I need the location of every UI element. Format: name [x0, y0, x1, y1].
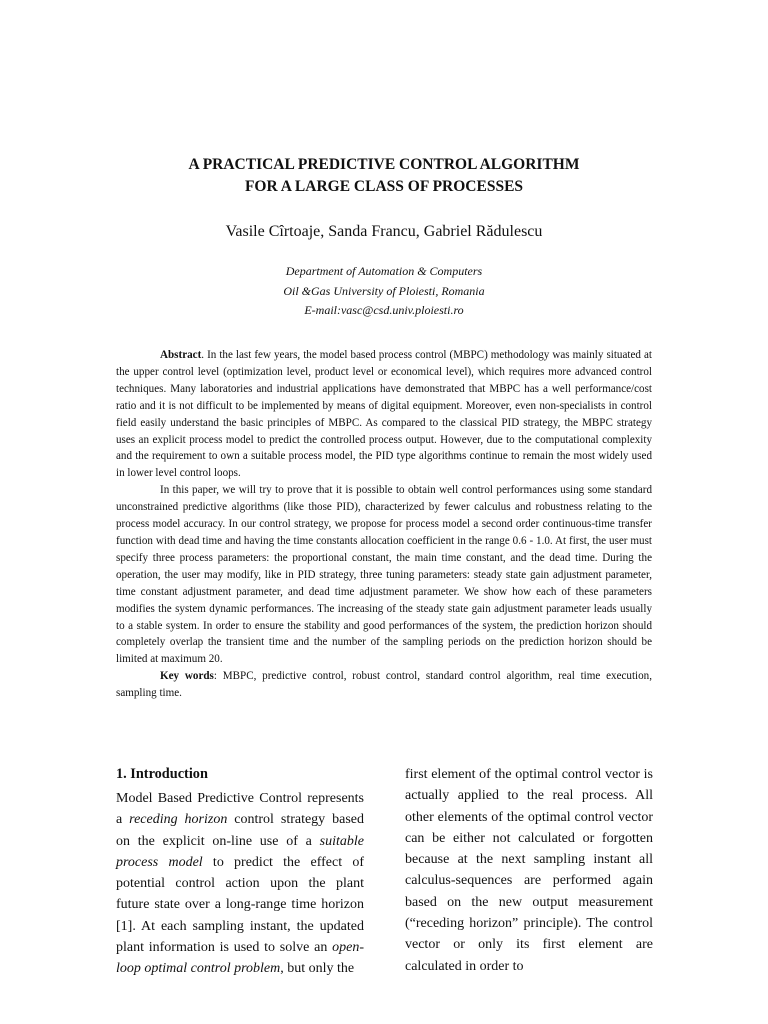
- right-column-paragraph: first element of the optimal control vector is actually applied to the real process. All other elements of the optimal control vector can be either not calculated or forgotten because at the next sampling instant all calculus-sequences are performed again based on the new output measurement (“receding horizon” principle). The control vector or only its first element are calculated in order to: [405, 767, 653, 974]
- intro-paragraph: [116, 788, 364, 980]
- affiliation-email: E-mail:vasc@csd.univ.ploiesti.ro: [304, 303, 464, 317]
- keywords-label: Key words: [160, 670, 214, 683]
- intro-emph-3: open-loop optimal control problem: [116, 940, 364, 977]
- intro-text-2: control strategy based on the explicit on-line use of a: [116, 812, 364, 849]
- right-column: [405, 764, 653, 977]
- abstract-text-1: . In the last few years, the model based process control (MBPC) methodology was mainly situated at the upper control level (optimization level, product level or economical level), which requires more advanced control techniques. Many laboratories and industrial applications have demonstrated that MBPC has a well performance/cost ratio and it is not difficult to be implemented by means of digital equipment. Moreover, even non-specialists in control field easily understand the basic principles of MBPC. As compared to the classical PID strategy, the MBPC strategy uses an explicit process model to predict the controlled process output. However, due to the computational complexity and the requirement to own a suitable process model, the PID type algorithms continue to remain the most widely used in lower level control loops.: [116, 349, 652, 480]
- affiliation-university: Oil &Gas University of Ploiesti, Romania: [283, 283, 485, 298]
- abstract-label: Abstract: [160, 349, 202, 361]
- intro-emph-1: receding horizon: [129, 812, 228, 828]
- paper-title: [0, 154, 768, 198]
- left-column: [116, 764, 364, 980]
- abstract-paragraph-2: In this paper, we will try to prove that it is possible to obtain well control performances using some standard unconstrained predictive algorithms (like those PID), characterized by fewer calculus and robustness relating to the process model accuracy. In our control strategy, we propose for process model a second order continuous-time transfer function with dead time and having the time constants allocation coefficient in the range 0.6 - 1.0. At first, the user must specify three process parameters: the proportional constant, the main time constant, and the dead time. During the operation, the user may modify, like in PID strategy, three tuning parameters: steady state gain adjustment parameter, time constant adjustment parameter, and dead time adjustment parameter. We show how each of these parameters modifies the system dynamic performances. The increasing of the steady state gain adjustment parameter leads usually to a stable system. In order to ensure the stability and good performances of the system, the prediction horizon should completely overlap the transient time and the number of the sampling periods on the prediction horizon should be limited at maximum 20.: [116, 484, 652, 666]
- abstract-paragraph-1: [116, 347, 652, 482]
- title-line-2: FOR A LARGE CLASS OF PROCESSES: [244, 178, 524, 195]
- intro-text-3: to predict the effect of potential control action upon the plant future state over a long-range time horizon [1]. At each sampling instant, the updated plant information is used to solve an: [116, 854, 364, 956]
- affiliation: [0, 262, 768, 321]
- keywords-text: : MBPC, predictive control, robust control, standard control algorithm, real time execution, sampling time.: [116, 670, 652, 700]
- title-line-1: A PRACTICAL PREDICTIVE CONTROL ALGORITHM: [188, 156, 580, 173]
- intro-emph-2: suitable process model: [116, 833, 364, 870]
- intro-text-1: Model Based Predictive Control represents a: [116, 791, 364, 828]
- affiliation-department: Department of Automation & Computers: [285, 264, 483, 278]
- intro-text-4: , but only the: [280, 961, 355, 977]
- author-list: Vasile Cîrtoaje, Sanda Francu, Gabriel Rădulescu: [225, 223, 543, 240]
- abstract: [116, 347, 652, 702]
- keywords: [116, 668, 652, 702]
- section-heading-introduction: 1. Introduction: [116, 766, 208, 782]
